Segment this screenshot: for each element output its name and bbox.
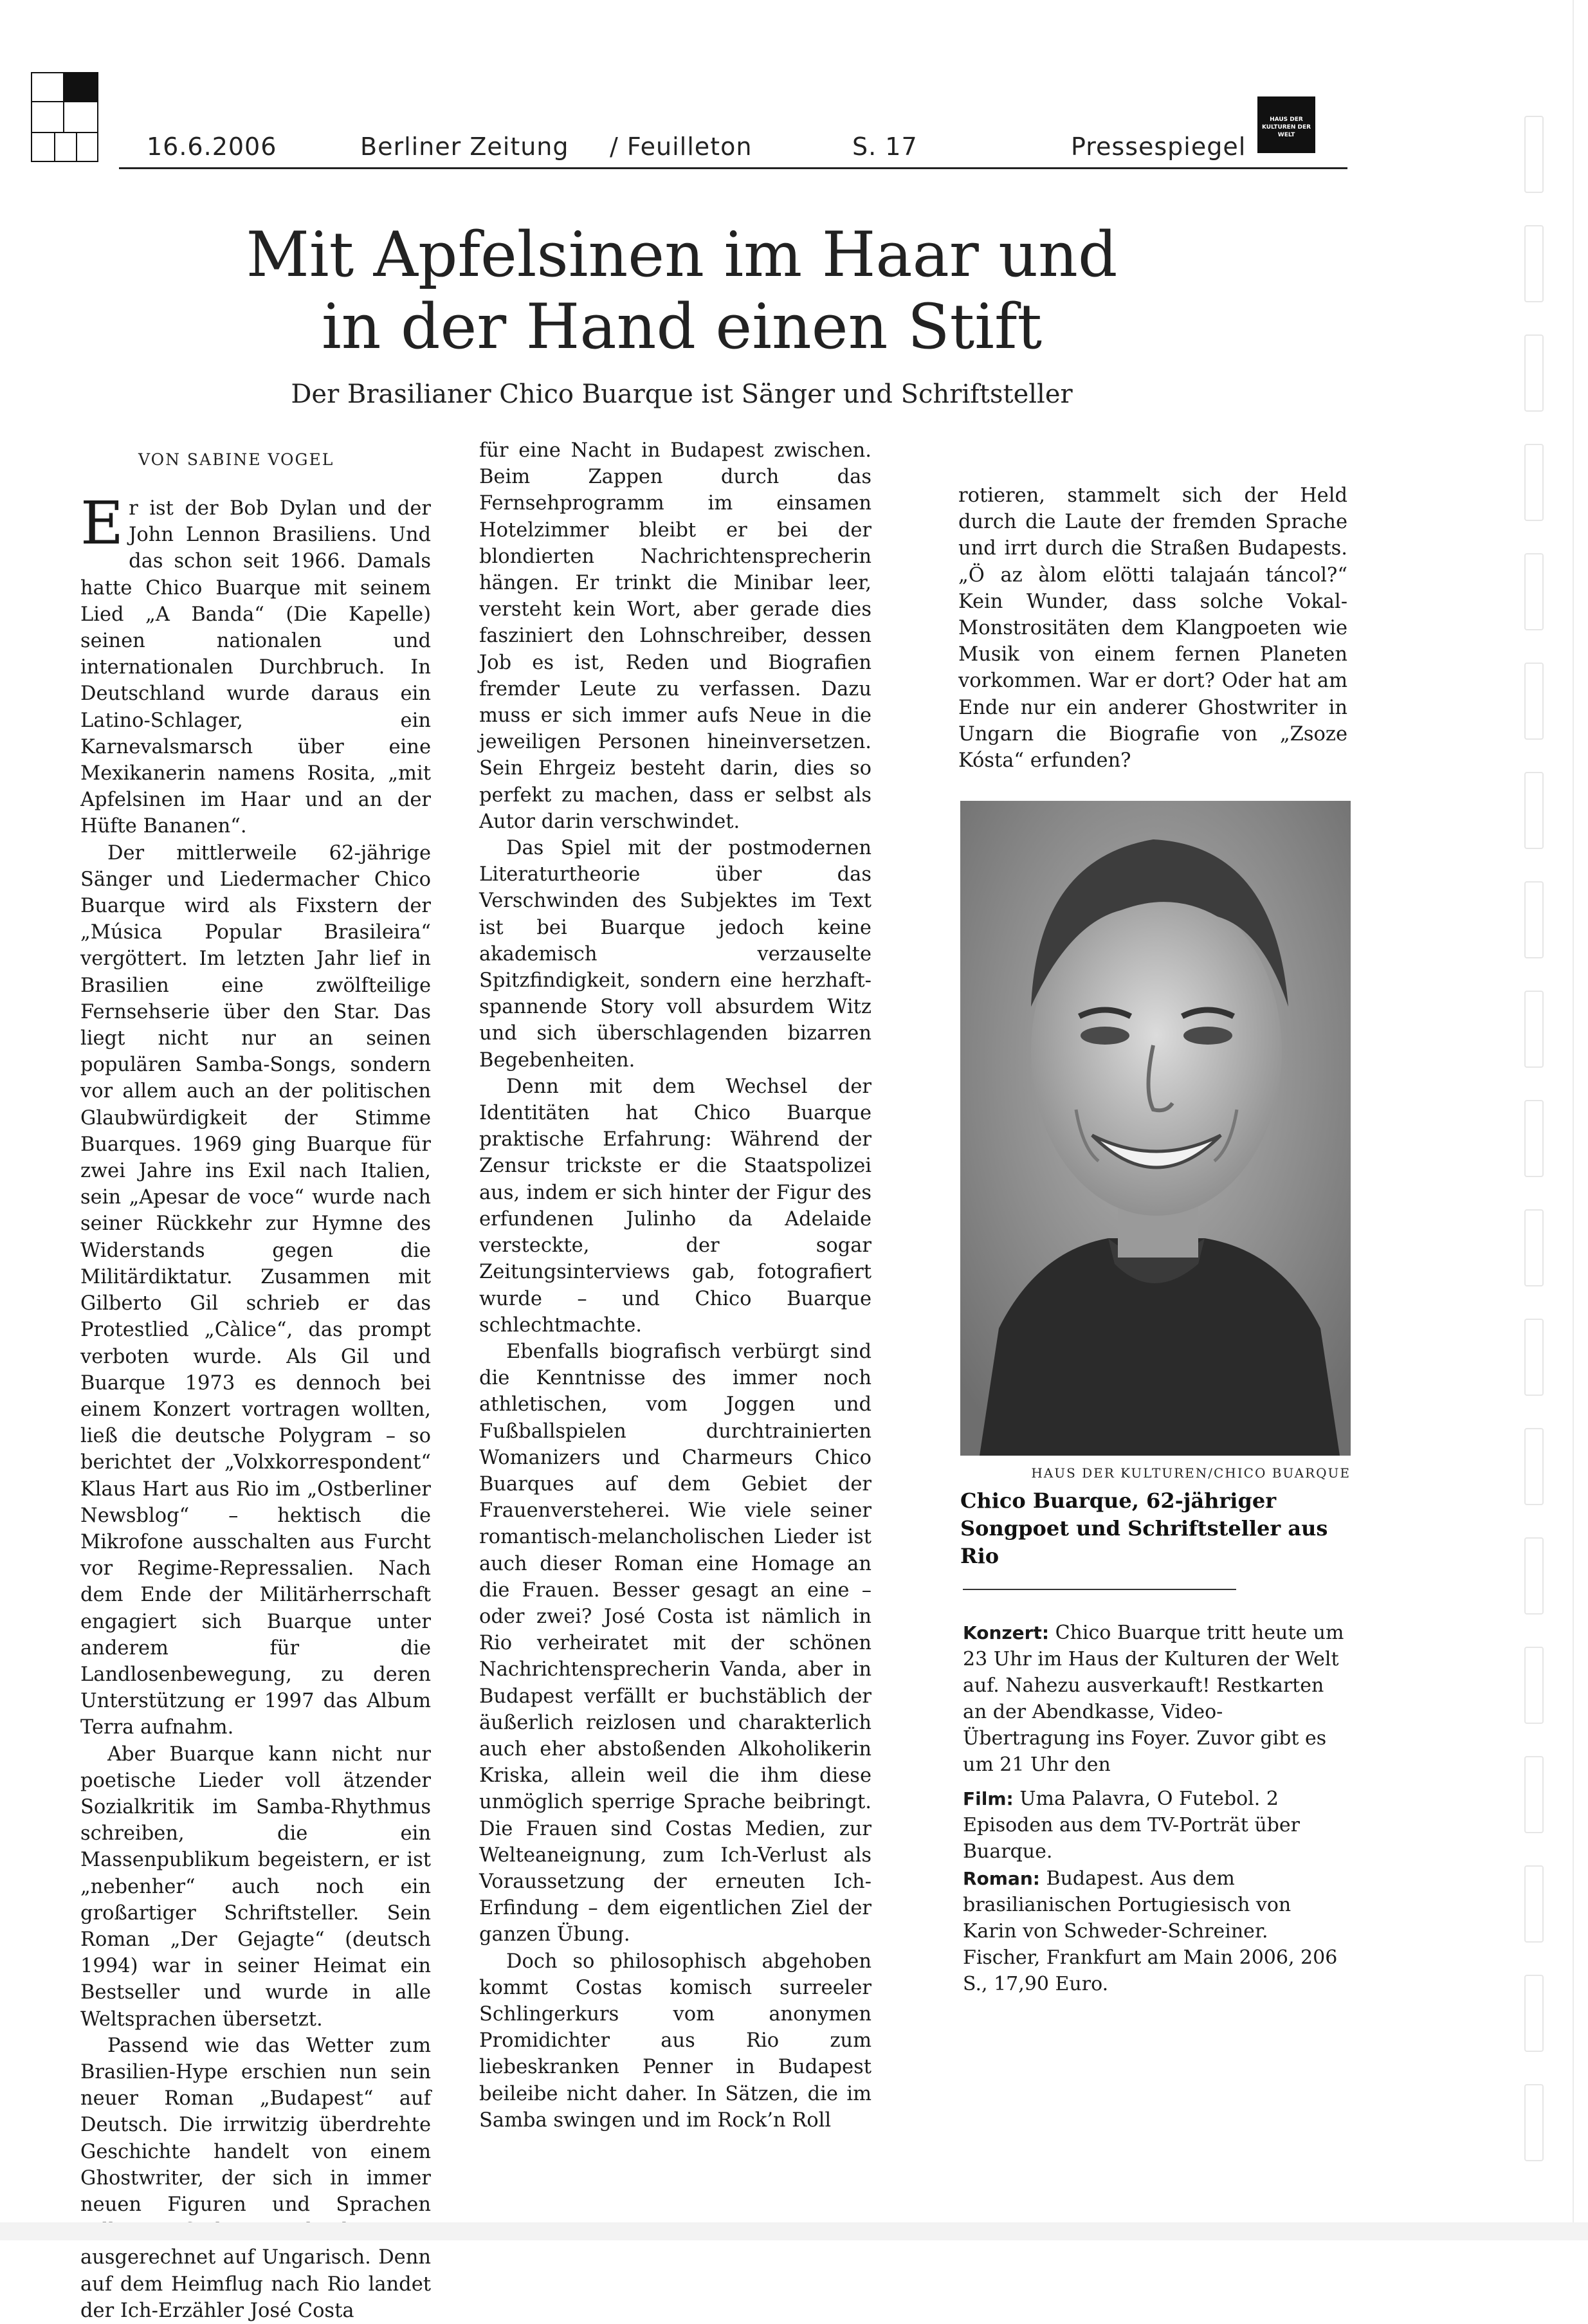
info-separator (963, 1589, 1236, 1590)
clipping-date: 16.6.2006 (147, 133, 277, 161)
newspaper-name: Berliner Zeitung (360, 133, 569, 161)
page-number: S. 17 (852, 133, 918, 161)
paragraph: Der mittlerweile 62-jährige Sänger und Liedermacher Chico Buarque wird als Fixstern der „Música Popular Brasileira“ vergöttert. Im letzten Jahr lief in Brasilien eine zwölfteilige Fernsehserie über den Star. Das liegt nicht nur an seinen populären Samba-Songs, sondern vor allem auch an der politischen Glaubwürdigkeit der Stimme Buarques. 1969 ging Buarque für zwei Jahre ins Exil nach Italien, sein „Apesar de voce“ wurde nach seiner Rückkehr zur Hymne des Widerstands gegen die Militärdiktatur. Zusammen mit Gilberto Gil schrieb er das Protestlied „Càlice“, das prompt verboten wurde. Als Gil und Buarque 1973 es dennoch bei einem Konzert vortragen wollten, ließ die deutsche Polygram – so berichtet der „Volxkorrespondent“ Klaus Hart aus Rio im „Ostberliner Newsblog“ – hektisch die Mikrofone ausschalten aus Furcht vor Regime-Repressalien. Nach dem Ende der Militärherrschaft engagiert sich Buarque unter anderem für die Landlosenbewegung, zu deren Unterstützung er 1997 das Album Terra aufnahm. (80, 841, 431, 1739)
pressespiegel-label: Pressespiegel (1071, 133, 1246, 161)
info-text: Chico Buarque tritt heute um 23 Uhr im Haus der Kulturen der Welt auf. Nahezu ausverkauft! Restkarten an der Abendkasse, Video-Übertragung ins Foyer. Zuvor gibt es um 21 Uhr den (963, 1622, 1344, 1776)
paragraph: für eine Nacht in Budapest zwischen. Beim Zappen durch das Fernsehprogramm im einsamen Hotelzimmer bleibt er bei der blondierten Nachrichtensprecherin hängen. Er trinkt die Minibar leer, versteht kein Wort, aber gerade dies fasziniert den Lohnschreiber, dessen Job es ist, Reden und Biografien fremder Leute zu verfassen. Dazu muss er sich immer aufs Neue in die jeweiligen Personen hineinversetzen. Sein Ehrgeiz besteht darin, dies so perfekt zu machen, dass er selbst als Autor darin verschwindet. (479, 439, 872, 833)
portrait-illustration (960, 801, 1351, 1456)
header-rule (119, 167, 1347, 169)
paragraph: Er ist der Bob Dylan und der John Lennon Brasiliens. Und das schon seit 1966. Damals hatte Chico Buarque mit seinem Lied „A Banda“ (Die Kapelle) seinen nationalen und internationalen Durchbruch. In Deutschland wurde daraus ein Latino-Schlager, ein Karnevalsmarsch über eine Mexikanerin namens Rosita, „mit Apfelsinen im Haar und an der Hüfte Bananen“. (80, 489, 431, 838)
page-edge (1573, 0, 1574, 2240)
hkw-logo: HAUS DER KULTUREN DER WELT (1257, 96, 1315, 153)
article-subheadline: Der Brasilianer Chico Buarque ist Sänger und Schriftsteller (291, 380, 1073, 409)
paragraph: Das Spiel mit der postmodernen Literaturtheorie über das Verschwinden des Subjektes im Text ist bei Buarque jedoch keine akademisch verzauselte Spitzfindigkeit, sondern eine herzhaft-spannende Story voll absurdem Witz und sich überschlagenden bizarren Begebenheiten. (479, 837, 872, 1072)
photo-caption: Chico Buarque, 62-jähriger Songpoet und Schriftsteller aus Rio (960, 1488, 1328, 1568)
photo-credit: HAUS DER KULTUREN/CHICO BUARQUE (1031, 1465, 1351, 1481)
clipping-grid-logo (31, 72, 98, 162)
paragraph: Ebenfalls biografisch verbürgt sind die Kenntnisse des immer noch athletischen, vom Joggen und Fußballspielen durchtrainierten Womanizers und Charmeurs Chico Buarques auf dem Gebiet der Frauenversteherei. Wie viele seiner romantisch-melancholischen Lieder ist auch dieser Roman eine Homage an die Frauen. Besser gesagt an eine – oder zwei? José Costa ist nämlich in Rio verheiratet mit der schönen Nachrichtensprecherin Vanda, aber in Budapest verfällt er buchstäblich der äußerlich reizlosen und charakterlich auch eher abstoßenden Alkoholikerin Kriska, allein weil die ihm diese unmöglich sperrige Sprache beibringt. Die Frauen sind Costas Medien, zur Welteaneignung, zum Ich-Verlust als Voraussetzung der erneuten Ich-Erfindung – dem eigentlichen Ziel der ganzen Übung. (479, 1340, 872, 1946)
portrait-photo (960, 801, 1351, 1456)
info-roman (963, 1865, 1349, 1997)
article-byline: VON SABINE VOGEL (138, 450, 334, 469)
paragraph: Passend wie das Wetter zum Brasilien-Hype erschien nun sein neuer Roman „Budapest“ auf Deutsch. Die irrwitzig überdrehte Geschichte handelt von einem Ghostwriter, der sich in immer neuen Figuren und Sprachen ausgerechnet auf Ungarisch. Denn auf dem Heimflug nach Rio landet der Ich-Erzähler José Costa (80, 2034, 431, 2322)
paragraph: rotieren, stammelt sich der Held durch die Laute der fremden Sprache und irrt durch die Straßen Budapests. „Ö az àlom elötti talajaán táncol?“ Kein Wunder, dass solche Vokal-Monstrositäten dem Klangpoeten wie Musik von einem fernen Planeten vorkommen. War er dort? Oder hat am Ende nur ein anderer Ghostwriter in Ungarn die Biografie von „Zsoze Kósta“ erfunden? (958, 484, 1347, 773)
info-label: Konzert: (963, 1622, 1050, 1643)
newspaper-section: / Feuilleton (610, 133, 753, 161)
paragraph: Denn mit dem Wechsel der Identitäten hat Chico Buarque praktische Erfahrung: Während der Zensur trickste er die Staatspolizei aus, indem er sich hinter der Figur des erfundenen Julinho da Adelaide versteckte, der sogar Zeitungsinterviews gab, fotografiert wurde – und Chico Buarque schlechtmachte. (479, 1075, 872, 1337)
info-konzert (963, 1620, 1349, 1778)
info-label: Film: (963, 1788, 1014, 1809)
paragraph: Doch so philosophisch abgehoben kommt Costas komisch surreeler Schlingerkurs vom anonymen Promidichter aus Rio zum liebeskranken Penner in Budapest beileibe nicht daher. In Sätzen, die im Samba swingen und im Rock’n Roll (479, 1950, 872, 2132)
info-label: Roman: (963, 1868, 1040, 1889)
info-text: Budapest. Aus dem brasilianischen Portugiesisch von Karin von Schweder-Schreiner. Fischer, Frankfurt am Main 2006, 206 S., 17,90 Euro. (963, 1867, 1338, 1995)
article-column-2 (479, 437, 872, 2148)
paragraph: Aber Buarque kann nicht nur poetische Lieder voll ätzender Sozialkritik im Samba-Rhythmus schreiben, die ein Massenpublikum begeistern, er ist „nebenher“ auch noch ein großartiger Schriftsteller. Sein Roman „Der Gejagte“ (deutsch 1994) war in seiner Heimat ein Bestseller und wurde in alle Weltsprachen übersetzt. (80, 1743, 431, 2031)
article-column-3 (958, 482, 1347, 785)
article-column-1 (80, 489, 431, 2322)
binder-tabs (1524, 116, 1547, 2238)
scan-bottom-edge (0, 2222, 1588, 2240)
info-film (963, 1786, 1349, 1865)
headline-line-1: Mit Apfelsinen im Haar und (246, 219, 1118, 291)
article-headline (193, 219, 1171, 363)
dropcap: E (80, 489, 124, 558)
info-text: Uma Palavra, O Futebol. 2 Episoden aus dem TV-Porträt über Buarque. (963, 1788, 1300, 1863)
headline-line-2: in der Hand einen Stift (321, 291, 1043, 363)
